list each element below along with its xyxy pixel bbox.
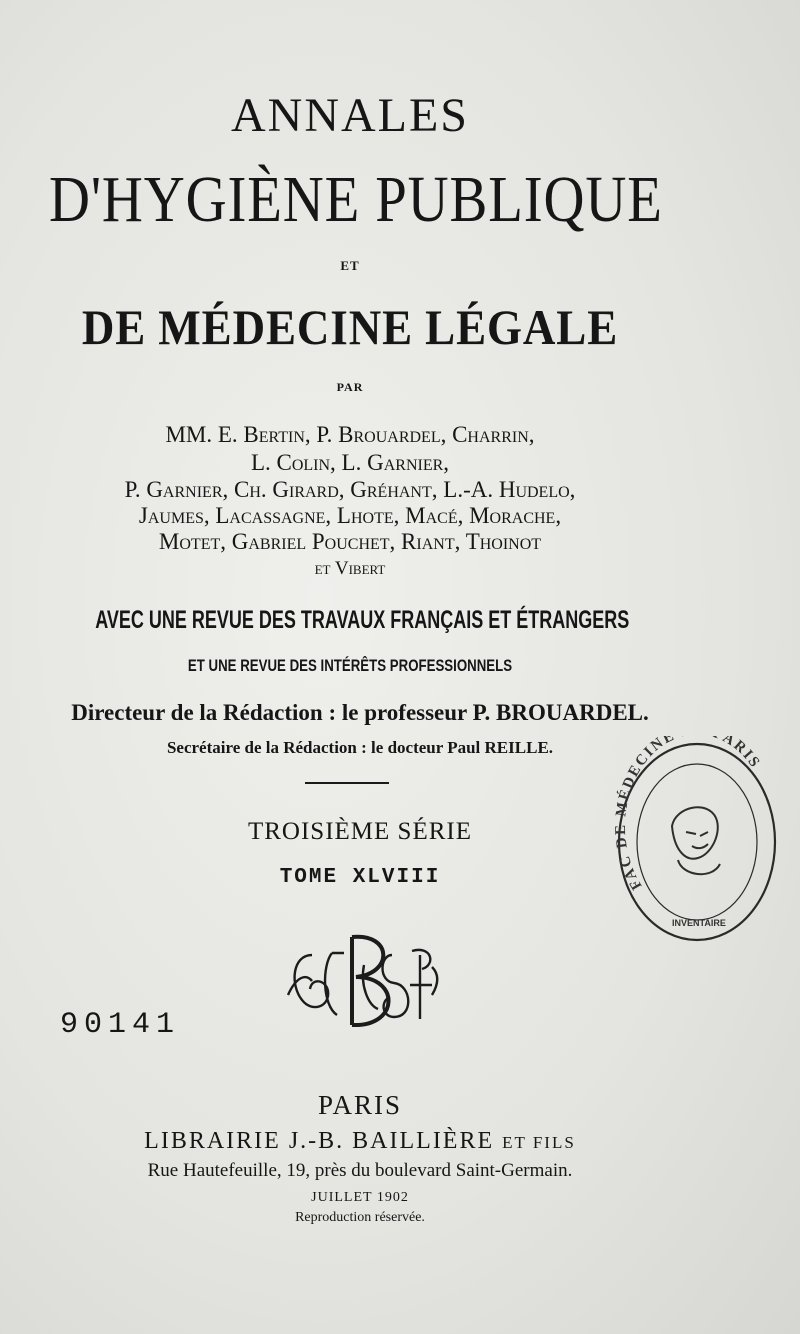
library-stamp: [612, 736, 782, 948]
publication-date: JUILLET 1902: [311, 1190, 409, 1205]
directeur-line: Directeur de la Rédaction : le professeur P. BROUARDEL.: [71, 700, 649, 725]
publisher-name-line: [0, 1128, 720, 1155]
shelf-number: 90141: [60, 1008, 181, 1042]
authors-line-1: MM. E. Bertin, P. Brouardel, Charrin,: [165, 422, 535, 447]
journal-title-line2: D'HYGIÈNE PUBLIQUE: [49, 163, 663, 236]
authors-line-5: Motet, Gabriel Pouchet, Riant, Thoinot: [158, 529, 542, 554]
journal-title-line1: ANNALES: [231, 89, 469, 142]
publisher-address: Rue Hautefeuille, 19, près du boulevard Saint-Germain.: [147, 1160, 573, 1181]
secretaire-line: Secrétaire de la Rédaction : le docteur Paul REILLE.: [166, 738, 554, 757]
journal-title-line3: DE MÉDECINE LÉGALE: [81, 299, 619, 355]
par-label: PAR: [336, 380, 364, 394]
library-stamp-icon: [612, 736, 782, 948]
stamp-text: FAC DE MÉDECINE ARIS: [612, 736, 764, 893]
publisher-et-fils: ET FILS: [502, 1133, 576, 1152]
authors-line-2: L. Colin, L. Garnier,: [250, 450, 450, 475]
authors-line-4: Jaumes, Lacassagne, Lhote, Macé, Morache,: [138, 503, 562, 528]
publisher-name: LIBRAIRIE J.-B. BAILLIÈRE: [144, 1128, 495, 1154]
journal-title-conjunction: ET: [340, 258, 360, 273]
authors-line-3: P. Garnier, Ch. Girard, Gréhant, L.-A. Hudelo,: [124, 477, 576, 502]
serie-label: TROISIÈME SÉRIE: [247, 818, 473, 845]
monogram-icon: [282, 925, 442, 1037]
stamp-subtext: INVENTAIRE: [672, 918, 726, 928]
revue-line-1: AVEC UNE REVUE DES TRAVAUX FRANÇAIS ET ÉTRANGERS: [95, 606, 630, 634]
rights-notice: Reproduction réservée.: [295, 1210, 425, 1225]
divider-rule: [305, 782, 389, 784]
tome-label: TOME XLVIII: [279, 866, 441, 889]
publisher-city: PARIS: [317, 1090, 403, 1120]
revue-line-2: ET UNE REVUE DES INTÉRÊTS PROFESSIONNELS: [187, 656, 513, 675]
authors-line-6: et Vibert: [314, 558, 386, 579]
publisher-monogram: [282, 925, 442, 1037]
